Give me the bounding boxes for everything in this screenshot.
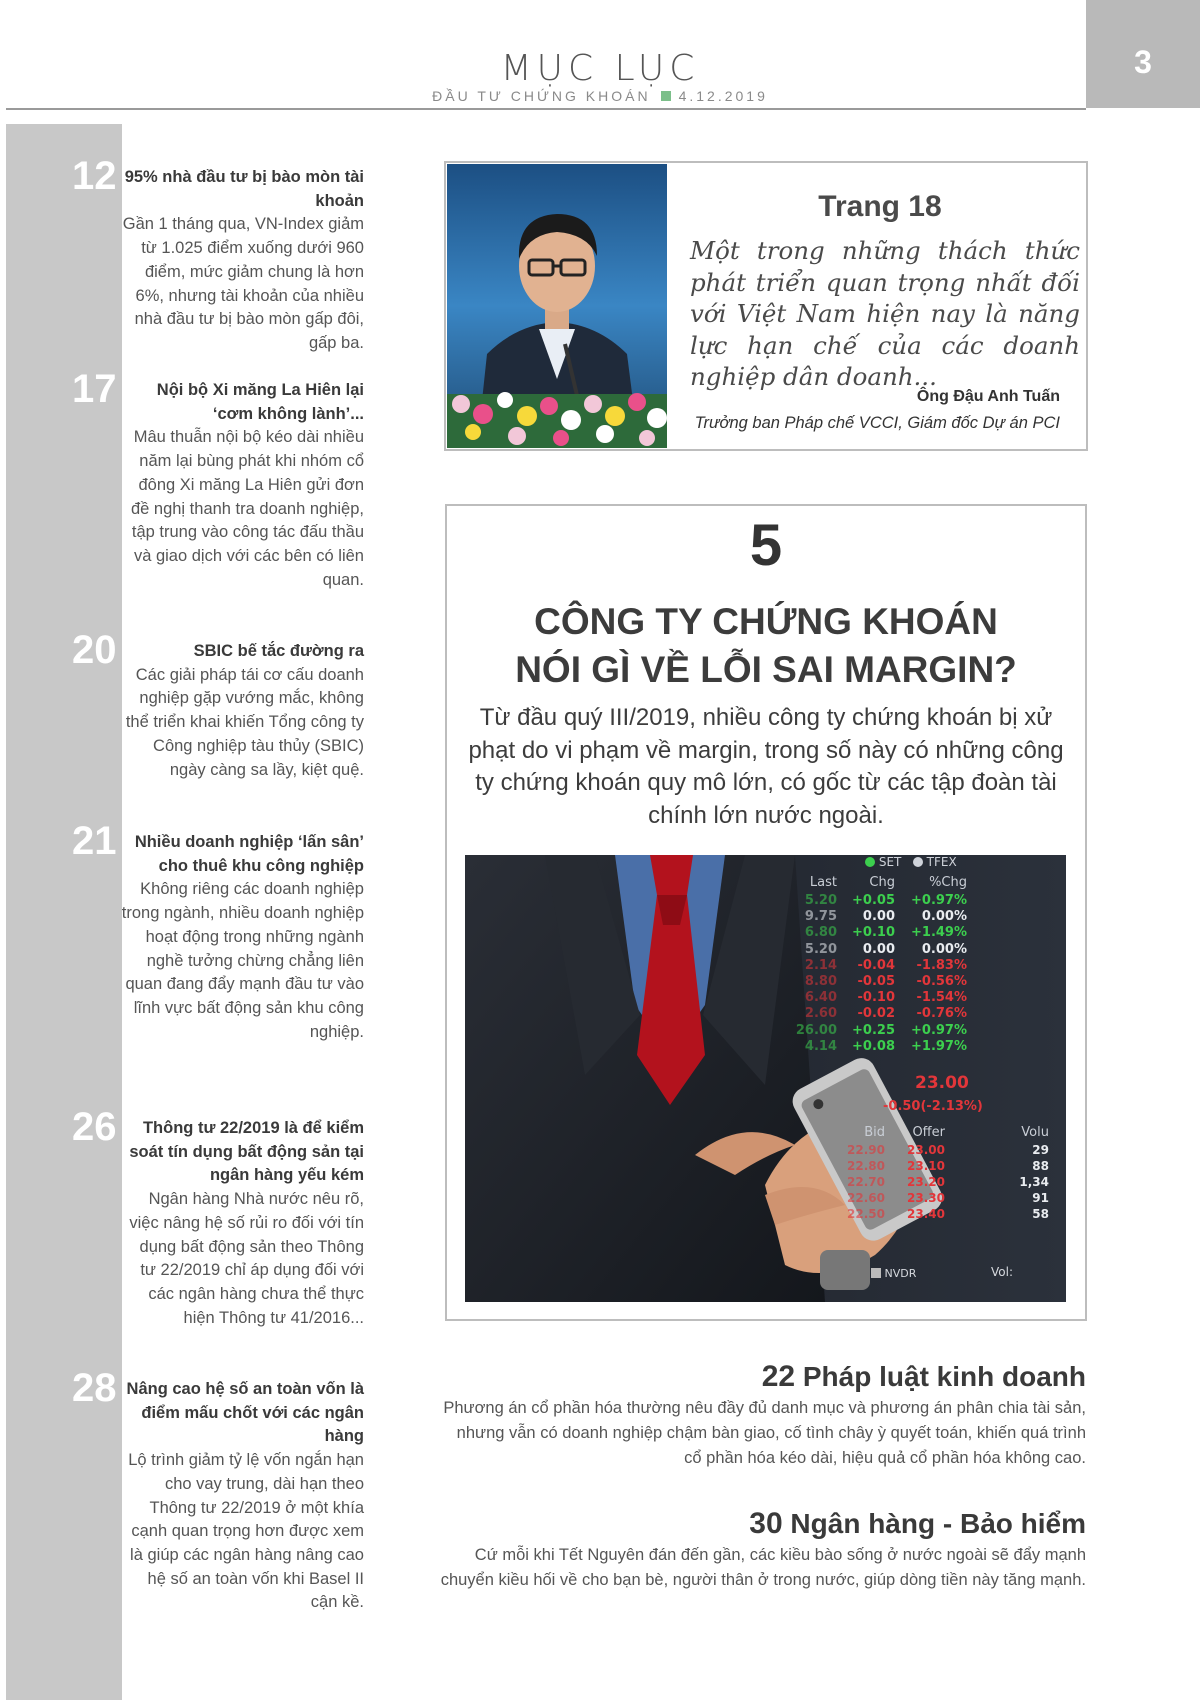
depth-cell: 22.70 [847,1175,885,1189]
toc-title: Nâng cao hệ số an toàn vốn là điểm mấu chốt với các ngân hàng [126,1380,364,1446]
depth-row [795,1191,1066,1207]
toc-page-number: 28 [72,1366,117,1410]
section-heading [440,1360,1086,1394]
board-tabs [865,855,957,869]
board-header: Chg [869,875,895,890]
board-row [795,958,1066,974]
board-cell: +0.10 [852,925,895,941]
board-cell: 8.80 [804,974,837,989]
depth-cell: 23.30 [907,1191,945,1205]
board-cell: 9.75 [804,909,837,925]
toc-title: Thông tư 22/2019 là để kiểm soát tín dụng bất động sản tại ngân hàng yếu kém [129,1119,364,1185]
checkbox-icon [871,1268,881,1278]
board-row [795,909,1066,925]
depth-cell: 22.90 [847,1143,885,1157]
toc-title: Nội bộ Xi măng La Hiên lại ‘cơm không lành’... [156,381,364,423]
board-row [795,974,1066,990]
board-cell: +0.08 [852,1038,895,1054]
quote-author-name: Ông Đậu Anh Tuấn [916,388,1060,405]
toc-entry [118,831,364,1044]
board-tab: TFEX [926,855,957,869]
toc-entry [124,1117,364,1330]
depth-header: Bid [864,1125,885,1140]
board-cell: 0.00 [862,941,895,957]
quote-author-role: Trưởng ban Pháp chế VCCI, Giám đốc Dự án PCI [694,414,1060,432]
nvdr-label: NVDR [884,1267,917,1280]
toc-title: Nhiều doanh nghiệp ‘lấn sân’ cho thuê khu công nghiệp [134,833,364,875]
toc-title: 95% nhà đầu tư bị bào mòn tài khoản [124,168,364,210]
board-cell: +1.49% [911,925,967,941]
depth-cell: 1,34 [1019,1175,1049,1189]
depth-cell: 22.50 [847,1207,885,1221]
board-header: %Chg [929,875,967,890]
board-row [795,925,1066,941]
publication-name: ĐẦU TƯ CHỨNG KHOÁN [432,88,651,104]
depth-cell: 22.60 [847,1191,885,1205]
board-cell: +0.97% [911,893,967,908]
toc-page-number: 26 [72,1105,117,1149]
board-price-change: -0.50(-2.13%) [883,1099,983,1114]
board-cell: -0.10 [857,990,895,1006]
toc-entry [124,640,364,782]
board-cell: +0.25 [852,1022,895,1038]
toc-page-number: 12 [72,154,117,198]
separator-square [661,91,671,101]
toc-summary: Lộ trình giảm tỷ lệ vốn ngắn hạn cho vay trung, dài hạn theo Thông tư 22/2019 ở một khía cạnh quan trọng hơn được xem là giúp các ngân hàng nâng cao hệ số an toàn vốn khi Basel II cận kề. [128,1451,364,1612]
board-cell: -0.05 [857,974,895,989]
board-cell: -0.04 [857,957,895,973]
board-row [795,1006,1066,1022]
toc-page-number: 17 [72,367,117,411]
feature-photo [465,855,1066,1302]
board-row [795,990,1066,1006]
depth-cell: 23.10 [907,1159,945,1173]
board-cell: 4.14 [804,1038,837,1054]
speaker-photo [447,164,667,448]
board-cell: 0.00% [921,941,967,957]
depth-cell: 88 [1032,1159,1049,1173]
header-rule [6,108,1086,110]
toc-page-number: 21 [72,819,117,863]
section-summary: Phương án cổ phần hóa thường nêu đầy đủ danh mục và phương án phân chia tài sản, nhưng vẫn có doanh nghiệp chậm bàn giao, cố tình chây ỳ quyết toán, khiến quá trình cổ phần hóa kéo dài, hiệu quả cổ phần hóa không cao. [443,1399,1086,1467]
depth-header: Offer [912,1125,945,1140]
board-cell: 5.20 [804,893,837,908]
board-row [795,942,1066,958]
board-cell: -0.76% [916,1006,967,1022]
vol-label: Vol: [991,1265,1013,1279]
board-cell: 2.60 [804,1006,837,1022]
board-tab: SET [878,855,902,869]
ticker-board [795,855,1066,1302]
depth-cell: 23.00 [907,1143,945,1157]
section-page-number: 22 [761,1360,796,1393]
toc-title: SBIC bế tắc đường ra [193,642,364,660]
page-title: MỤC LỤC [500,48,700,89]
depth-row [795,1159,1066,1175]
board-cell: 26.00 [795,1022,837,1038]
depth-cell: 91 [1032,1191,1049,1205]
board-cell: 2.14 [804,957,837,973]
board-cell: +0.97% [911,1022,967,1038]
section-title: Pháp luật kinh doanh [802,1361,1086,1392]
radio-on-icon [865,857,875,867]
board-cell: 6.80 [804,925,837,941]
page-number: 3 [1134,44,1152,80]
board-row [795,1023,1066,1039]
depth-row [795,1175,1066,1191]
depth-row [795,1207,1066,1223]
radio-off-icon [913,857,923,867]
section-heading [440,1507,1086,1541]
section-entry[interactable] [440,1507,1086,1593]
board-cell: 0.00% [921,909,967,925]
board-cell: -1.54% [916,990,967,1006]
board-cell: -0.02 [857,1006,895,1022]
toc-summary: Ngân hàng Nhà nước nêu rõ, việc nâng hệ số rủi ro đối với tín dụng bất động sản theo Thông tư 22/2019 chỉ áp dụng đối với các ngân hàng chưa thể thực hiện Thông tư 41/2016... [129,1190,364,1327]
depth-cell: 58 [1032,1207,1049,1221]
depth-cell: 29 [1032,1143,1049,1157]
publication-line [0,88,1200,104]
section-entry[interactable] [440,1360,1086,1471]
issue-date: 4.12.2019 [678,88,768,104]
board-row [795,893,1066,909]
toc-entry [124,379,364,592]
section-page-number: 30 [749,1507,783,1540]
depth-cell: 23.40 [907,1207,945,1221]
section-title: Ngân hàng - Bảo hiểm [790,1508,1086,1539]
quote-text: Một trong những thách thức phát triển quan trọng nhất đối với Việt Nam hiện nay là năng lực hạn chế của các doanh nghiệp dân doanh... [690,236,1080,391]
board-cell: -0.56% [916,974,967,989]
section-summary: Cứ mỗi khi Tết Nguyên đán đến gần, các kiều bào sống ở nước ngoài sẽ đẩy mạnh chuyển kiều hối về cho bạn bè, người thân ở trong nước, giúp dòng tiền này tăng mạnh. [440,1546,1086,1589]
toc-summary: Gần 1 tháng qua, VN-Index giảm từ 1.025 điểm xuống dưới 960 điểm, mức giảm chung là hơn 6%, nhưng tài khoản của nhiều nhà đầu tư bị bào mòn gấp đôi, gấp ba. [122,215,364,352]
feature-page-number: 5 [749,513,783,578]
toc-gray-bar [6,124,122,1700]
feature-lead: Từ đầu quý III/2019, nhiều công ty chứng khoán bị xử phạt do vi phạm về margin, trong số này có những công ty chứng khoán quy mô lớn, có gốc từ các tập đoàn tài chính lớn nước ngoài. [468,704,1064,829]
toc-entry [116,166,364,356]
feature-title-line: NÓI GÌ VỀ LỖI SAI MARGIN? [515,649,1017,690]
board-cell: 5.20 [804,941,837,957]
toc-summary: Các giải pháp tái cơ cấu doanh nghiệp gặp vướng mắc, không thể triển khai khiến Tổng công ty Công nghiệp tàu thủy (SBIC) ngày càng sa lầy, kiệt quệ. [125,665,364,779]
toc-page-number: 20 [72,628,117,672]
toc-entry [124,1378,364,1615]
toc-summary: Không riêng các doanh nghiệp trong ngành, nhiều doanh nghiệp hoạt động trong những ngành nghề tưởng chừng chẳng liên quan đang đẩy mạnh đầu tư vào lĩnh vực bất động sản khu công nghiệp. [121,880,364,1041]
feature-title [445,598,1087,694]
feature-title-line: CÔNG TY CHỨNG KHOÁN [534,601,998,642]
board-row [795,1039,1066,1055]
board-price: 23.00 [915,1073,969,1093]
depth-cell: 22.80 [847,1159,885,1173]
depth-header: Volu [1021,1125,1049,1140]
board-cell: 0.00 [862,909,895,925]
quote-page-ref: Trang 18 [818,190,942,223]
depth-cell: 23.20 [907,1175,945,1189]
board-cell: 6.40 [804,990,837,1006]
board-header: Last [809,875,837,890]
board-cell: -1.83% [916,957,967,973]
board-footer [871,1267,916,1280]
board-cell: +1.97% [911,1038,967,1054]
depth-row [795,1143,1066,1159]
toc-summary: Mâu thuẫn nội bộ kéo dài nhiều năm lại bùng phát khi nhóm cổ đông Xi măng La Hiên gửi đơn đề nghị thanh tra doanh nghiệp, tập trung vào công tác đấu thầu và giao dịch với các bên có liên quan. [130,428,364,589]
board-cell: +0.05 [852,893,895,908]
